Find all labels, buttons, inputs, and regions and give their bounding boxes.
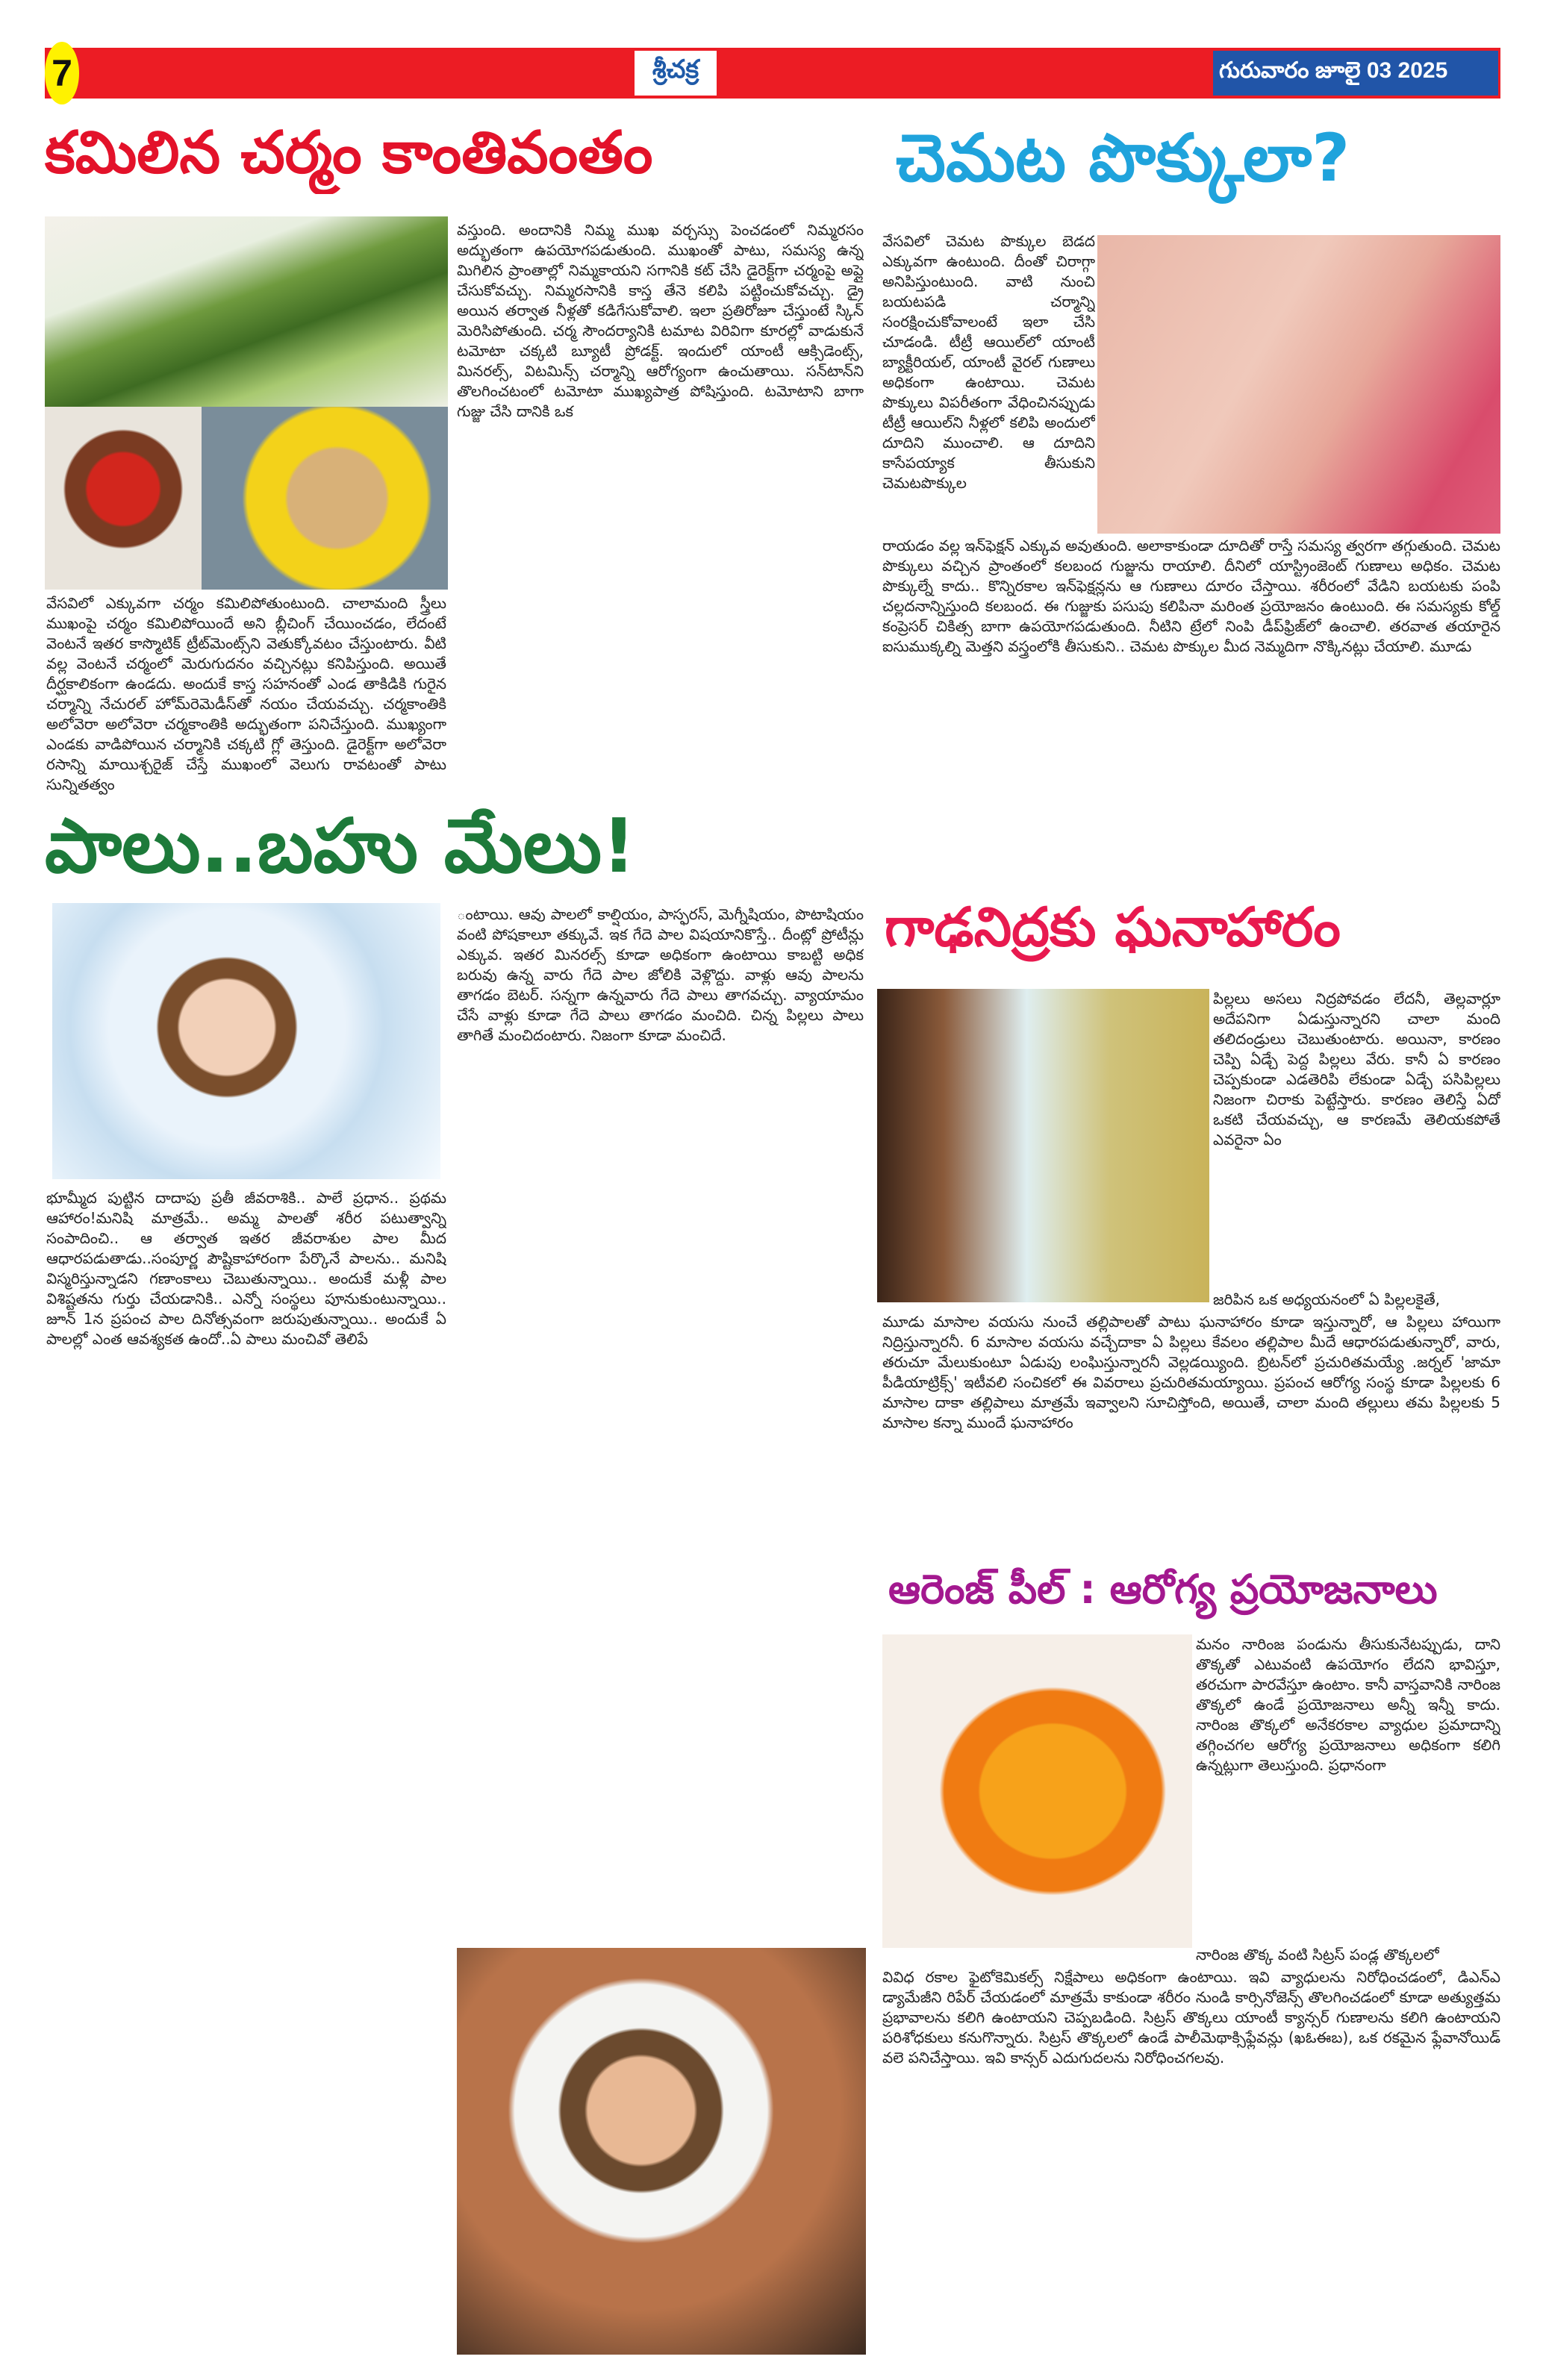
page-number: 7 bbox=[45, 42, 79, 104]
orange-article-col1: మనం నారింజ పండును తీసుకునేటప్పుడు, దాని తొక్కతో ఎటువంటి ఉపయోగం లేదని భావిస్తూ, తరచుగా పారవేస్తూ ఉంటాం. కానీ వాస్తవానికి నారింజ తొక్కలో ఉండే ప్రయోజనాలు అన్నీ ఇన్నీ కాదు. నారింజ తొక్కలో అనేకరకాల వ్యాధుల ప్రమాదాన్ని తగ్గించగల ఆరోగ్య ప్రయోజనాలు అధికంగా కలిగి ఉన్నట్లుగా తెలుస్తుంది. ప్రధానంగా bbox=[1196, 1635, 1500, 1774]
boy-drinking-milk-image bbox=[457, 1948, 866, 2355]
orange-article-full: వివిధ రకాల ఫైటోకెమికల్స్ నిక్షేపాలు అధికంగా ఉంటాయి. ఇవి వ్యాధులను నిరోధించడంలో, డిఎన్ఎ డ్యామేజీని రిపేర్ చేయడంలో మాత్రమే కాకుండా శరీరం నుండి కార్సినోజెన్స్ తొలగించడంలో కూడా అత్యుత్తమ ప్రభావాలను కలిగి ఉంటాయని చెప్పబడింది. సిట్రస్ తొక్కలు యాంటీ క్యాన్సర్ గుణాలను కలిగి ఉంటాయని పరిశోధకులు కనుగొన్నారు. సిట్రస్ తొక్కలలో ఉండే పాలీమెథాక్సిఫ్లేవన్లు (ఖఓఈబ), ఒక రకమైన ఫ్లేవానోయిడ్ వలె పనిచేస్తాయి. ఇవి కాన్సర్ ఎదుగుదలను నిరోధించగలవు. bbox=[882, 1968, 1500, 2067]
headline-sweat: చెమట పొక్కులా? bbox=[896, 119, 1350, 196]
headline-sleep: గాఢనిద్రకు ఘనాహారం bbox=[885, 896, 1341, 958]
sleep-article-full: మూడు మాసాల వయసు నుంచే తల్లిపాలతో పాటు ఘనాహారం కూడా ఇస్తున్నారో, ఆ పిల్లలు హాయిగా నిద్రిస్తున్నారనీ. 6 మాసాల వయసు వచ్చేదాకా ఏ పిల్లలు కేవలం తల్లిపాల మీదే ఆధారపడుతున్నారో, వారు, తరుచూ మేలుకుంటూ ఏడుపు లంఘిస్తున్నారనీ వెల్లడయ్యింది. బ్రిటన్‌లో ప్రచురితమయ్యే .జర్నల్ 'జామా పీడియాట్రిక్స్' ఇటీవలి సంచికలో ఈ వివరాలు ప్రచురితమయ్యాయి. ప్రపంచ ఆరోగ్య సంస్థ కూడా పిల్లలకు 6 మాసాల దాకా తల్లిపాలు మాత్రమే ఇవ్వాలని సూచిస్తోంది, అయితే, చాలా మంది తల్లులు తమ పిల్లలకు 5 మాసాల కన్నా ముందే ఘనాహారం bbox=[882, 1313, 1500, 1431]
milk-article-col1: భూమ్మీద పుట్టిన దాదాపు ప్రతీ జీవరాశికి.. పాలే ప్రధాన.. ప్రథమ ఆహారం!మనిషి మాత్రమే.. అమ్మ పాలతో శరీర పటుత్వాన్ని సంపాదించి.. ఆ తర్వాత ఇతర జీవరాశుల పాల మీద ఆధారపడుతాడు..సంపూర్ణ పౌష్టికాహారంగా పేర్కొనే పాలను.. మనిషి విస్మరిస్తున్నాడని గణాంకాలు చెబుతున్నాయి.. అందుకే మళ్లీ పాల విశిష్టతను గుర్తు చేయడానికి.. ఎన్నో సంస్థలు పూనుకుంటున్నాయి.. జూన్ 1న ప్రపంచ పాల దినోత్సవంగా జరుపుతున్నాయి.. అందుకే ఏ పాలల్లో ఎంత ఆవశ్యకత ఉందో..ఏ పాలు మంచివో తెలిపే bbox=[46, 1189, 446, 1348]
potatoes-image bbox=[202, 407, 448, 590]
tomatoes-image bbox=[45, 407, 202, 590]
milk-article-col2: ంటాయి. ఆవు పాలలో కాల్షియం, పాస్ఫరస్, మెగ్నీషియం, పొటాషియం వంటి పోషకాలూ తక్కువే. ఇక గేదె పాల విషయానికొస్తే.. దీంట్లో ప్రోటీన్లు ఎక్కువ. ఇతర మినరల్స్ కూడా అధికంగా ఉంటాయి కాబట్టి అధిక బరువు ఉన్న వారు గేదె పాల జోలికి వెళ్లొద్దు. వాళ్లు ఆవు పాలను తాగడం బెటర్. సన్నగా ఉన్నవారు గేదె పాలు తాగవచ్చు. వ్యాయామం చేసే వాళ్లు కూడా గేదె పాలు తాగడం మంచిది. చిన్న పిల్లలు పాలు తాగితే మంచిదంటారు. నిజంగా కూడా మంచిదే. bbox=[457, 905, 864, 1044]
rash-neck-image bbox=[1097, 235, 1500, 534]
girl-drinking-milk-image bbox=[52, 903, 440, 1179]
issue-date: గురువారం జూలై 03 2025 bbox=[1213, 51, 1498, 96]
skin-article-col1: వేసవిలో ఎక్కువగా చర్మం కమిలిపోతుంటుంది. చాలామంది స్త్రీలు ముఖంపై చర్మం కమిలిపోయిందే అని బ్లీచింగ్ చేయించడం, లేదంటే వెంటనే ఇతర కాస్మొటిక్ ట్రీట్‌మెంట్స్‌ని వెతుక్కోవటం చేస్తుంటారు. వీటి వల్ల వెంటనే చర్మంలో మెరుగుదనం వచ్చినట్లు కనిపిస్తుంది. అయితే దీర్ఘకాలికంగా ఉండదు. అందుకే కాస్త సహనంతో ఎండ తాకిడికి గురైన చర్మాన్ని నేచురల్ హోమ్‌రెమెడీస్‌తో నయం చేయవచ్చు. చర్మకాంతికి అలోవెరా అలోవెరా చర్మకాంతికి అద్భుతంగా పనిచేస్తుంది. ముఖ్యంగా ఎండకు వాడిపోయిన చర్మానికి చక్కటి గ్లో తెస్తుంది. డైరెక్ట్‌గా అలోవెరా రసాన్ని మాయిశ్చరైజ్ చేస్తే ముఖంలో వెలుగు రావటంతో పాటు సున్నితత్వం bbox=[46, 594, 446, 793]
headline-skin: కమిలిన చర్మం కాంతివంతం bbox=[45, 119, 653, 187]
sweat-article-full: రాయడం వల్ల ఇన్‌ఫెక్షన్ ఎక్కువ అవుతుంది. అలాకాకుండా దూదితో రాస్తే సమస్య త్వరగా తగ్గుతుంది. చెమట పొక్కులు వచ్చిన ప్రాంతంలో కలబంద గుజ్జును రాయాలి. దీనిలో యాస్ట్రింజెంట్ గుణాలు అధికం. చెమట పొక్కుల్నే కాదు.. కొన్నిరకాల ఇన్‌ఫెక్షన్లను ఆ గుణాలు దూరం చేస్తాయి. శరీరంలో వేడిని బయటకు పంపి చల్లదనాన్నిస్తుంది కలబంద. ఈ గుజ్జుకు పసుపు కలిపినా మరింత ప్రయోజనం ఉంటుంది. ఈ సమస్యకు కోల్డ్ కంప్రెసర్ చికిత్స బాగా ఉపయోగపడుతుంది. నీటిని ట్రేలో నింపి డీప్‌ఫ్రిజ్‌లో ఉంచాలి. తరవాత తయారైన ఐసుముక్కల్ని మెత్తని వస్త్రంలోకి తీసుకుని.. చెమట పొక్కుల మీద నెమ్మదిగా నొక్కినట్లు చేయాలి. మూడు bbox=[882, 537, 1500, 655]
headline-orange: ఆరెంజ్ పీల్ : ఆరోగ్య ప్రయోజనాలు bbox=[888, 1566, 1438, 1613]
headline-milk: పాలు..బహు మేలు! bbox=[45, 802, 636, 890]
skin-article-col2: వస్తుంది. అందానికి నిమ్మ ముఖ వర్చస్సు పెంచడంలో నిమ్మరసం అద్భుతంగా ఉపయోగపడుతుంది. ముఖంతో పాటు, సమస్య ఉన్న మిగిలిన ప్రాంతాల్లో నిమ్మకాయని సగానికి కట్ చేసి డైరెక్ట్‌గా చర్మంపై అప్లై చేసుకోవచ్చు. నిమ్మరసానికి కాస్త తేనె కలిపి పట్టించుకోవచ్చు. డ్రై అయిన తర్వాత నీళ్లతో కడిగేసుకోవాలి. ఇలా ప్రతిరోజూ చేస్తుంటే స్కిన్ మెరిసిపోతుంది. చర్మ సౌందర్యానికి టమాట విరివిగా కూరల్లో వాడుకునే టమోటా చక్కటి బ్యూటీ ప్రోడక్ట్. ఇందులో యాంటీ ఆక్సిడెంట్స్, మినరల్స్, విటమిన్స్ చర్మాన్ని ఆరోగ్యంగా ఉంచుతాయి. సన్‌టాన్‌ని తొలగించటంలో టమోటా ముఖ్యపాత్ర పోషిస్తుంది. టమోటాని బాగా గుజ్జు చేసి దానికి ఒక bbox=[457, 221, 864, 420]
sleep-article-tail: జరిపిన ఒక అధ్యయనంలో ఏ పిల్లలకైతే, bbox=[1213, 1290, 1441, 1308]
sleep-article-col1: పిల్లలు అసలు నిద్రపోవడం లేదనీ, తెల్లవార్లూ అదేపనిగా ఏడుస్తున్నారని చాలా మంది తలిదండ్రులు చెబుతుంటారు. అయినా, కారణం చెప్పి ఏడ్చే పెద్ద పిల్లలు వేరు. కానీ ఏ కారణం చెప్పకుండా ఎడతెరిపి లేకుండా ఏడ్చే పసిపిల్లలు నిజంగా చిరాకు పెట్టేస్తారు. కారణం తెలిస్తే ఏదో ఒకటి చేయవచ్చు, ఆ కారణమే తెలియకపోతే ఎవరైనా ఏం bbox=[1213, 990, 1500, 1149]
newspaper-logo: శ్రీచక్ర bbox=[635, 51, 717, 96]
sweat-article-col1: వేసవిలో చెమట పొక్కుల బెడద ఎక్కువగా ఉంటుంది. దీంతో చిరాగ్గా అనిపిస్తుంటుంది. వాటి నుంచి బయటపడి చర్మాన్ని సంరక్షించుకోవాలంటే ఇలా చేసి చూడండి. టీట్రీ ఆయిల్‌లో యాంటీ బ్యాక్టీరియల్, యాంటీ వైరల్ గుణాలు అధికంగా ఉంటాయి. చెమట పొక్కులు విపరీతంగా వేధించినప్పుడు టీట్రీ ఆయిల్‌ని నీళ్లలో కలిపి అందులో దూదిని ముంచాలి. ఆ దూదిని కాసేపయ్యాక తీసుకుని చెమటపొక్కుల bbox=[882, 232, 1095, 492]
sleeping-baby-image bbox=[877, 989, 1209, 1302]
aloe-vera-image bbox=[45, 216, 448, 407]
orange-article-tail: నారింజ తొక్క వంటి సిట్రస్ పండ్ల తొక్కలలో bbox=[1196, 1946, 1439, 1964]
orange-peel-image bbox=[882, 1634, 1192, 1948]
